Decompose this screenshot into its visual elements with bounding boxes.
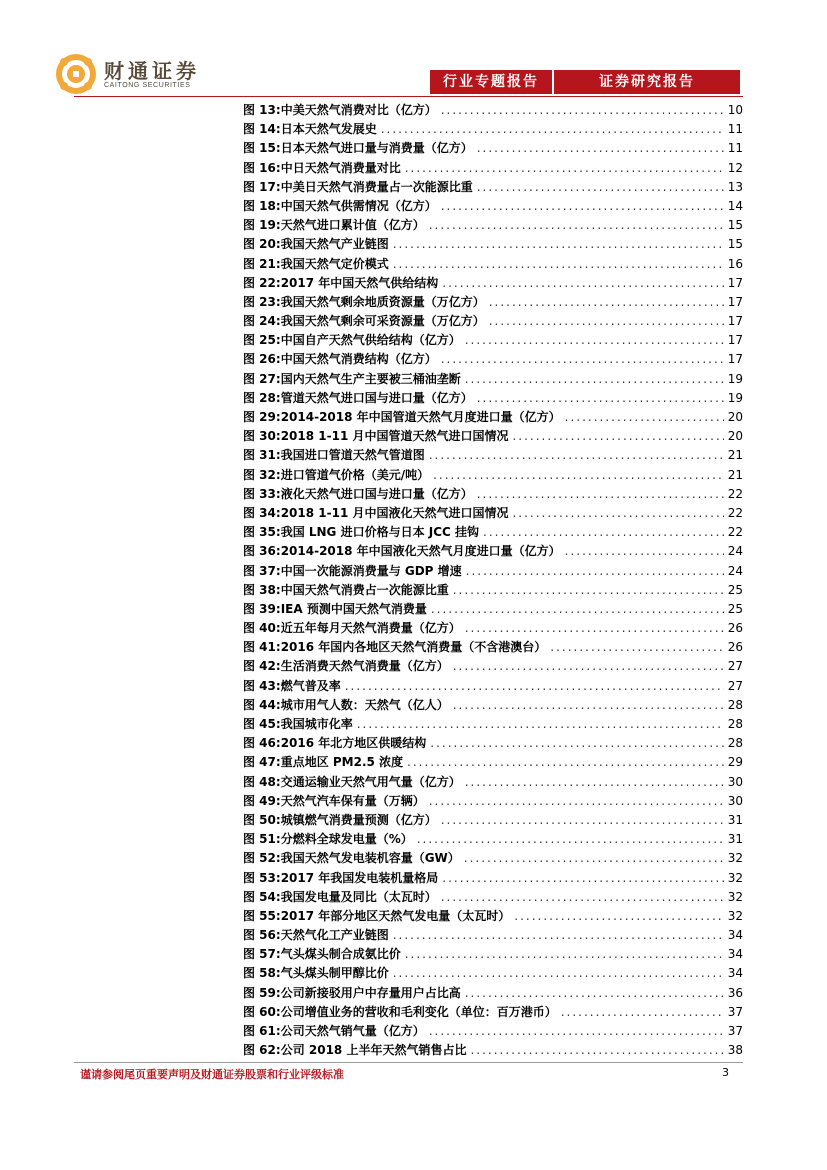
toc-figure-label: 图 19:: [243, 218, 281, 233]
toc-page-number: 21: [727, 467, 743, 482]
toc-entry[interactable]: [243, 197, 743, 216]
toc-figure-label: 图 36:: [243, 544, 281, 559]
toc-leader-dots: [393, 964, 724, 983]
toc-figure-title: 我国天然气定价模式: [280, 256, 389, 271]
toc-leader-dots: [407, 753, 724, 772]
toc-leader-dots: [465, 984, 724, 1003]
toc-figure-label: 图 20:: [243, 237, 281, 252]
toc-figure-title: 中日天然气消费量对比: [280, 160, 401, 175]
toc-leader-dots: [465, 370, 724, 389]
toc-entry[interactable]: [243, 849, 743, 868]
toc-figure-label: 图 15:: [243, 141, 281, 156]
toc-figure-title: 中国天然气消费结构（亿方）: [280, 352, 437, 367]
toc-figure-label: 图 57:: [243, 947, 281, 962]
toc-page-number: 21: [727, 448, 743, 463]
toc-entry[interactable]: [243, 274, 743, 293]
toc-figure-label: 图 18:: [243, 198, 281, 213]
toc-page-number: 34: [727, 966, 743, 981]
toc-entry[interactable]: [243, 715, 743, 734]
toc-figure-title: 公司新接驳用户中存量用户占比高: [280, 985, 461, 1000]
toc-page-number: 22: [727, 525, 743, 540]
toc-entry[interactable]: [243, 216, 743, 235]
toc-page-number: 17: [727, 275, 743, 290]
toc-figure-title: 2018 1-11 月中国液化天然气进口国情况: [280, 505, 509, 520]
toc-entry[interactable]: [243, 830, 743, 849]
toc-figure-title: 我国天然气产业链图: [280, 237, 389, 252]
toc-page-number: 27: [727, 659, 743, 674]
toc-figure-title: 液化天然气进口国与进口量（亿方）: [280, 486, 473, 501]
toc-figure-title: 2017 年中国天然气供给结构: [280, 275, 439, 290]
toc-leader-dots: [465, 773, 724, 792]
toc-figure-label: 图 41:: [243, 640, 281, 655]
toc-leader-dots: [550, 638, 723, 657]
toc-figure-label: 图 33:: [243, 486, 281, 501]
toc-page-number: 29: [727, 755, 743, 770]
toc-entry[interactable]: [243, 753, 743, 772]
toc-page-number: 11: [727, 122, 743, 137]
toc-page-number: 28: [727, 736, 743, 751]
toc-page-number: 22: [727, 505, 743, 520]
toc-entry[interactable]: [243, 466, 743, 485]
toc-figure-title: 城镇燃气消费量预测（亿方）: [280, 812, 437, 827]
toc-page-number: 30: [727, 793, 743, 808]
toc-leader-dots: [441, 350, 724, 369]
company-logo: [54, 52, 200, 96]
toc-page-number: 27: [727, 678, 743, 693]
toc-figure-title: 中国一次能源消费量与 GDP 增速: [280, 563, 462, 578]
toc-leader-dots: [465, 331, 724, 350]
toc-figure-title: 公司 2018 上半年天然气销售占比: [280, 1043, 467, 1058]
toc-leader-dots: [393, 255, 724, 274]
toc-page-number: 17: [727, 333, 743, 348]
toc-figure-title: 2018 1-11 月中国管道天然气进口国情况: [280, 429, 509, 444]
toc-figure-label: 图 24:: [243, 314, 281, 329]
toc-page-number: 24: [727, 544, 743, 559]
toc-entry[interactable]: [243, 370, 743, 389]
toc-page-number: 11: [727, 141, 743, 156]
toc-page-number: 10: [727, 103, 743, 117]
toc-entry[interactable]: [243, 792, 743, 811]
toc-entry[interactable]: [243, 619, 743, 638]
toc-figure-title: 中国自产天然气供给结构（亿方）: [280, 333, 461, 348]
toc-leader-dots: [405, 159, 724, 178]
toc-figure-label: 图 58:: [243, 966, 281, 981]
toc-entry[interactable]: [243, 869, 743, 888]
toc-page-number: 28: [727, 717, 743, 731]
toc-figure-title: 我国天然气剩余可采资源量（万亿方）: [280, 314, 485, 329]
toc-figure-label: 图 35:: [243, 525, 281, 540]
toc-entry[interactable]: [243, 485, 743, 504]
toc-figure-label: 图 52:: [243, 851, 281, 866]
toc-leader-dots: [417, 830, 724, 849]
toc-entry[interactable]: [243, 542, 743, 561]
toc-leader-dots: [393, 926, 724, 945]
toc-figure-title: 2014-2018 年中国管道天然气月度进口量（亿方）: [280, 410, 561, 424]
toc-figure-label: 图 38:: [243, 582, 281, 597]
toc-figure-label: 图 16:: [243, 160, 281, 175]
toc-leader-dots: [477, 178, 724, 197]
toc-figure-title: 中美天然气消费对比（亿方）: [280, 103, 437, 117]
toc-figure-title: 2017 年部分地区天然气发电量（太瓦时）: [280, 908, 511, 923]
toc-entry[interactable]: [243, 696, 743, 715]
toc-page-number: 32: [727, 908, 743, 923]
toc-leader-dots: [489, 293, 724, 312]
toc-leader-dots: [512, 504, 723, 523]
toc-entry[interactable]: [243, 1041, 743, 1060]
toc-entry[interactable]: [243, 331, 743, 350]
toc-leader-dots: [477, 485, 724, 504]
toc-page-number: 25: [727, 601, 743, 616]
toc-entry[interactable]: [243, 178, 743, 197]
toc-figure-title: 中美日天然气消费量占一次能源比重: [280, 179, 473, 194]
logo-english-name: CAITONG SECURITIES: [104, 81, 191, 89]
toc-figure-title: 公司增值业务的营收和毛利变化（单位：百万港币）: [280, 1004, 557, 1019]
toc-page-number: 32: [727, 851, 743, 866]
toc-entry[interactable]: [243, 638, 743, 657]
toc-page-number: 14: [727, 198, 743, 213]
toc-figure-label: 图 62:: [243, 1043, 281, 1058]
toc-figure-label: 图 27:: [243, 371, 281, 386]
toc-page-number: 19: [727, 390, 743, 405]
toc-leader-dots: [565, 542, 724, 561]
toc-figure-title: 2014-2018 年中国液化天然气月度进口量（亿方）: [280, 544, 561, 559]
toc-figure-label: 图 50:: [243, 812, 281, 827]
toc-figure-label: 图 21:: [243, 256, 281, 271]
toc-page-number: 20: [727, 410, 743, 424]
toc-leader-dots: [429, 792, 724, 811]
toc-figure-title: 日本天然气发展史: [280, 122, 377, 137]
toc-figure-title: 2017 年我国发电装机量格局: [280, 870, 439, 885]
toc-page-number: 20: [727, 429, 743, 444]
toc-figure-label: 图 32:: [243, 467, 281, 482]
toc-figure-label: 图 17:: [243, 179, 281, 194]
toc-page-number: 19: [727, 371, 743, 386]
toc-page-number: 34: [727, 947, 743, 962]
toc-figure-label: 图 37:: [243, 563, 281, 578]
toc-figure-label: 图 34:: [243, 505, 281, 520]
toc-figure-label: 图 42:: [243, 659, 281, 674]
toc-leader-dots: [512, 427, 723, 446]
toc-leader-dots: [405, 945, 724, 964]
page-number: 3: [722, 1066, 729, 1079]
toc-leader-dots: [442, 274, 723, 293]
toc-figure-label: 图 59:: [243, 985, 281, 1000]
toc-figure-label: 图 60:: [243, 1004, 281, 1019]
toc-figure-label: 图 39:: [243, 601, 281, 616]
toc-entry[interactable]: [243, 600, 743, 619]
report-category-tag: 证券研究报告: [554, 70, 740, 94]
toc-figure-title: 我国 LNG 进口价格与日本 JCC 挂钩: [280, 525, 480, 540]
toc-figure-label: 图 30:: [243, 429, 281, 444]
toc-entry[interactable]: [243, 926, 743, 945]
toc-figure-label: 图 55:: [243, 908, 281, 923]
toc-entry[interactable]: [243, 964, 743, 983]
toc-leader-dots: [429, 446, 724, 465]
toc-page-number: 17: [727, 294, 743, 309]
logo-chinese-name: 财通证券: [104, 58, 200, 83]
toc-figure-label: 图 45:: [243, 717, 281, 731]
toc-figure-label: 图 51:: [243, 832, 281, 847]
toc-page-number: 28: [727, 697, 743, 712]
toc-figure-title: 城市用气人数：天然气（亿人）: [280, 697, 449, 712]
toc-figure-title: 我国城市化率: [280, 717, 353, 731]
toc-page-number: 25: [727, 582, 743, 597]
toc-entry[interactable]: [243, 350, 743, 369]
toc-figure-title: 中国天然气供需情况（亿方）: [280, 198, 437, 213]
toc-figure-title: 重点地区 PM2.5 浓度: [280, 755, 404, 770]
toc-page-number: 17: [727, 352, 743, 367]
toc-entry[interactable]: [243, 734, 743, 753]
toc-page-number: 26: [727, 621, 743, 636]
toc-figure-title: 我国天然气发电装机容量（GW）: [280, 851, 460, 866]
figure-table-of-contents: [243, 101, 743, 1060]
toc-page-number: 30: [727, 774, 743, 789]
toc-entry[interactable]: [243, 811, 743, 830]
header-tags: [430, 70, 740, 94]
toc-entry[interactable]: [243, 312, 743, 331]
toc-entry[interactable]: [243, 139, 743, 158]
toc-figure-title: 气头煤头制甲醇比价: [280, 966, 389, 981]
toc-figure-label: 图 46:: [243, 736, 281, 751]
toc-figure-title: 天然气进口累计值（亿方）: [280, 218, 425, 233]
toc-figure-title: 天然气化工产业链图: [280, 928, 389, 943]
toc-leader-dots: [429, 216, 724, 235]
toc-leader-dots: [477, 139, 724, 158]
toc-entry[interactable]: [243, 446, 743, 465]
toc-leader-dots: [442, 869, 723, 888]
toc-figure-title: 2016 年北方地区供暖结构: [280, 736, 427, 751]
toc-entry[interactable]: [243, 984, 743, 1003]
toc-entry[interactable]: [243, 120, 743, 139]
toc-leader-dots: [453, 581, 724, 600]
toc-figure-title: 2016 年国内各地区天然气消费量（不含港澳台）: [280, 640, 547, 655]
toc-entry[interactable]: [243, 293, 743, 312]
toc-leader-dots: [441, 811, 724, 830]
toc-page-number: 24: [727, 563, 743, 578]
toc-entry[interactable]: [243, 657, 743, 676]
toc-entry[interactable]: [243, 1022, 743, 1041]
footer-disclaimer: 谨请参阅尾页重要声明及财通证券股票和行业评级标准: [80, 1068, 344, 1081]
toc-figure-label: 图 40:: [243, 621, 281, 636]
toc-figure-title: 管道天然气进口国与进口量（亿方）: [280, 390, 473, 405]
toc-entry[interactable]: [243, 773, 743, 792]
toc-page-number: 13: [727, 179, 743, 194]
toc-leader-dots: [483, 523, 724, 542]
toc-figure-title: 中国天然气消费占一次能源比重: [280, 582, 449, 597]
toc-page-number: 31: [727, 812, 743, 827]
toc-leader-dots: [393, 235, 724, 254]
toc-figure-label: 图 43:: [243, 678, 281, 693]
toc-page-number: 31: [727, 832, 743, 847]
toc-page-number: 32: [727, 889, 743, 904]
toc-figure-title: IEA 预测中国天然气消费量: [280, 601, 427, 616]
toc-leader-dots: [465, 619, 724, 638]
toc-leader-dots: [357, 715, 724, 734]
toc-leader-dots: [429, 1022, 724, 1041]
toc-leader-dots: [441, 101, 724, 120]
toc-leader-dots: [464, 849, 724, 868]
toc-entry[interactable]: [243, 235, 743, 254]
toc-page-number: 15: [727, 237, 743, 252]
toc-leader-dots: [489, 312, 724, 331]
toc-leader-dots: [514, 907, 723, 926]
toc-figure-label: 图 29:: [243, 410, 281, 424]
toc-figure-title: 燃气普及率: [280, 678, 341, 693]
footer-divider: [74, 1062, 743, 1063]
toc-figure-title: 我国发电量及同比（太瓦时）: [280, 889, 437, 904]
toc-figure-title: 天然气汽车保有量（万辆）: [280, 793, 425, 808]
toc-entry[interactable]: [243, 562, 743, 581]
toc-page-number: 15: [727, 218, 743, 233]
toc-figure-label: 图 14:: [243, 122, 281, 137]
toc-leader-dots: [433, 466, 724, 485]
toc-entry[interactable]: [243, 408, 743, 427]
toc-leader-dots: [441, 197, 724, 216]
toc-leader-dots: [431, 600, 724, 619]
toc-figure-label: 图 26:: [243, 352, 281, 367]
toc-entry[interactable]: [243, 581, 743, 600]
toc-page-number: 36: [727, 985, 743, 1000]
toc-leader-dots: [565, 408, 724, 427]
toc-entry[interactable]: [243, 523, 743, 542]
toc-page-number: 17: [727, 314, 743, 329]
toc-page-number: 34: [727, 928, 743, 943]
toc-entry[interactable]: [243, 389, 743, 408]
caitong-logo-icon: [54, 52, 98, 96]
toc-entry[interactable]: [243, 945, 743, 964]
toc-figure-title: 我国进口管道天然气管道图: [280, 448, 425, 463]
toc-page-number: 12: [727, 160, 743, 175]
toc-figure-label: 图 13:: [243, 103, 281, 117]
toc-entry[interactable]: [243, 101, 743, 120]
toc-entry[interactable]: [243, 677, 743, 696]
toc-figure-label: 图 47:: [243, 755, 281, 770]
toc-leader-dots: [477, 389, 724, 408]
toc-entry[interactable]: [243, 427, 743, 446]
toc-leader-dots: [345, 677, 724, 696]
toc-leader-dots: [453, 657, 724, 676]
toc-figure-title: 气头煤头制合成氨比价: [280, 947, 401, 962]
toc-figure-title: 国内天然气生产主要被三桶油垄断: [280, 371, 461, 386]
toc-entry[interactable]: [243, 1003, 743, 1022]
toc-page-number: 16: [727, 256, 743, 271]
toc-figure-label: 图 44:: [243, 697, 281, 712]
toc-leader-dots: [470, 1041, 723, 1060]
toc-figure-label: 图 56:: [243, 928, 281, 943]
toc-figure-title: 分燃料全球发电量（%）: [280, 832, 413, 847]
report-type-tag: 行业专题报告: [430, 70, 552, 94]
toc-leader-dots: [441, 888, 724, 907]
toc-entry[interactable]: [243, 255, 743, 274]
toc-leader-dots: [561, 1003, 724, 1022]
toc-figure-label: 图 48:: [243, 774, 281, 789]
header-divider: [74, 96, 743, 97]
toc-figure-title: 近五年每月天然气消费量（亿方）: [280, 621, 461, 636]
toc-figure-label: 图 31:: [243, 448, 281, 463]
toc-figure-label: 图 54:: [243, 889, 281, 904]
toc-figure-title: 进口管道气价格（美元/吨）: [280, 467, 430, 482]
toc-figure-title: 我国天然气剩余地质资源量（万亿方）: [280, 294, 485, 309]
toc-figure-label: 图 28:: [243, 390, 281, 405]
toc-figure-label: 图 25:: [243, 333, 281, 348]
toc-figure-label: 图 49:: [243, 793, 281, 808]
toc-figure-label: 图 23:: [243, 294, 281, 309]
toc-page-number: 38: [727, 1043, 743, 1058]
toc-figure-title: 公司天然气销气量（亿方）: [280, 1024, 425, 1038]
toc-page-number: 32: [727, 870, 743, 885]
toc-leader-dots: [381, 120, 724, 139]
toc-figure-title: 日本天然气进口量与消费量（亿方）: [280, 141, 473, 156]
toc-figure-label: 图 61:: [243, 1024, 281, 1038]
toc-page-number: 37: [727, 1024, 743, 1038]
toc-figure-label: 图 22:: [243, 275, 281, 290]
toc-page-number: 26: [727, 640, 743, 655]
toc-figure-title: 生活消费天然气消费量（亿方）: [280, 659, 449, 674]
toc-leader-dots: [466, 562, 724, 581]
toc-leader-dots: [453, 696, 724, 715]
toc-entry[interactable]: [243, 888, 743, 907]
toc-entry[interactable]: [243, 159, 743, 178]
toc-entry[interactable]: [243, 907, 743, 926]
toc-figure-label: 图 53:: [243, 870, 281, 885]
toc-entry[interactable]: [243, 504, 743, 523]
toc-page-number: 37: [727, 1004, 743, 1019]
toc-leader-dots: [430, 734, 723, 753]
toc-page-number: 22: [727, 486, 743, 501]
toc-figure-title: 交通运输业天然气用气量（亿方）: [280, 774, 461, 789]
